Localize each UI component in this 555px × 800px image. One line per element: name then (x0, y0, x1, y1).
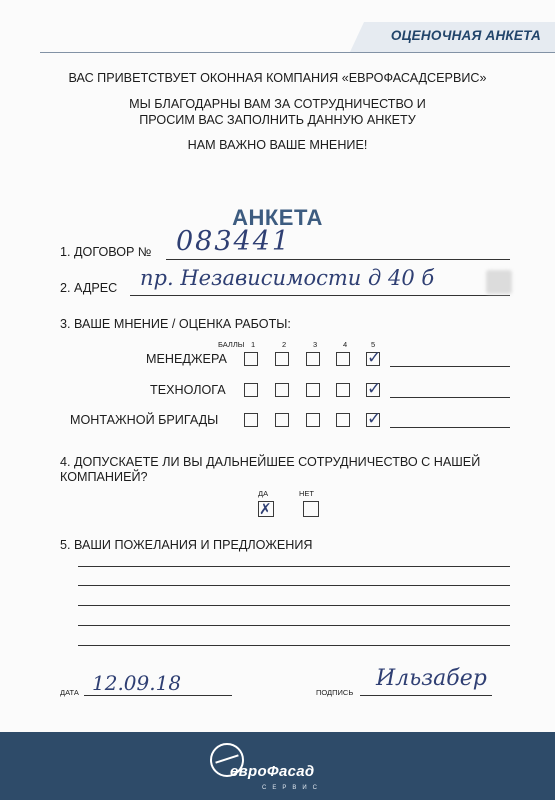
suggestions-line-5[interactable] (78, 645, 510, 646)
suggestions-line-2[interactable] (78, 585, 510, 586)
intro-thanks (0, 96, 555, 128)
intro-line-1: ВАС ПРИВЕТСТВУЕТ ОКОННАЯ КОМПАНИЯ «ЕВРОФАСАДСЕРВИС» (68, 71, 487, 85)
scale-1: 1 (251, 340, 256, 349)
technologist-score-4-checkbox[interactable] (336, 383, 350, 397)
signature-label: ПОДПИСЬ (316, 688, 354, 697)
yes-cross-icon: ✗ (259, 500, 272, 518)
rating-question: 3. ВАШЕ МНЕНИЕ / ОЦЕНКА РАБОТЫ: (60, 317, 291, 331)
manager-comment-line (390, 366, 510, 367)
intro-line-3: ПРОСИМ ВАС ЗАПОЛНИТЬ ДАННУЮ АНКЕТУ (139, 113, 416, 127)
crew-score-3-checkbox[interactable] (306, 413, 320, 427)
scale-5: 5 (371, 340, 376, 349)
form-title: АНКЕТА (232, 205, 323, 230)
crew-score-4-checkbox[interactable] (336, 413, 350, 427)
date-label: ДАТА (60, 688, 79, 697)
no-label: НЕТ (299, 489, 314, 498)
suggestions-line-3[interactable] (78, 605, 510, 606)
address-label: 2. АДРЕС (60, 281, 118, 295)
address-handwritten[interactable]: пр. Независимости д 40 б (140, 266, 435, 290)
date-line (84, 695, 232, 696)
address-field-line (130, 295, 510, 296)
technologist-score-2-checkbox[interactable] (275, 383, 289, 397)
signature-handwritten[interactable]: Ильзабер (376, 666, 487, 691)
intro-line-2: МЫ БЛАГОДАРНЫ ВАМ ЗА СОТРУДНИЧЕСТВО И (129, 97, 426, 111)
intro-greeting (0, 70, 555, 86)
scale-2: 2 (282, 340, 287, 349)
date-handwritten[interactable]: 12.09.18 (92, 671, 182, 695)
crew-score-1-checkbox[interactable] (244, 413, 258, 427)
signature-line (360, 695, 492, 696)
rating-row-manager-label: МЕНЕДЖЕРА (146, 352, 227, 366)
manager-score-2-checkbox[interactable] (275, 352, 289, 366)
header-rule (40, 52, 555, 53)
no-checkbox[interactable] (303, 501, 319, 517)
technologist-score-1-checkbox[interactable] (244, 383, 258, 397)
scale-4: 4 (343, 340, 348, 349)
rating-row-technologist-label: ТЕХНОЛОГА (150, 383, 226, 397)
scale-label: БАЛЛЫ (218, 340, 245, 349)
manager-score-3-checkbox[interactable] (306, 352, 320, 366)
suggestions-label: 5. ВАШИ ПОЖЕЛАНИЯ И ПРЕДЛОЖЕНИЯ (60, 538, 313, 552)
cooperation-question-line-2: КОМПАНИЕЙ? (60, 470, 148, 484)
manager-score-4-checkbox[interactable] (336, 352, 350, 366)
intro-opinion (0, 137, 555, 153)
suggestions-line-1[interactable] (78, 566, 510, 567)
manager-score-1-checkbox[interactable] (244, 352, 258, 366)
header-title: ОЦЕНОЧНАЯ АНКЕТА (390, 28, 541, 43)
yes-label: ДА (258, 489, 269, 498)
redacted-area (486, 270, 512, 294)
cooperation-question-line-1: 4. ДОПУСКАЕТЕ ЛИ ВЫ ДАЛЬНЕЙШЕЕ СОТРУДНИЧЕСТВО С НАШЕЙ (60, 455, 481, 469)
technologist-comment-line (390, 397, 510, 398)
rating-row-crew-label: МОНТАЖНОЙ БРИГАДЫ (70, 413, 219, 427)
technologist-score-3-checkbox[interactable] (306, 383, 320, 397)
technologist-checkmark-icon: ✓ (367, 379, 382, 399)
intro-line-4: НАМ ВАЖНО ВАШЕ МНЕНИЕ! (187, 138, 368, 152)
crew-score-2-checkbox[interactable] (275, 413, 289, 427)
footer-brand: евроФасад (230, 763, 315, 780)
suggestions-line-4[interactable] (78, 625, 510, 626)
crew-comment-line (390, 427, 510, 428)
contract-number-handwritten[interactable]: 083441 (176, 226, 292, 257)
footer-brand-sub: СЕРВИС (262, 785, 323, 791)
manager-checkmark-icon: ✓ (367, 348, 382, 368)
contract-label: 1. ДОГОВОР № (60, 245, 152, 259)
scale-3: 3 (313, 340, 318, 349)
crew-checkmark-icon: ✓ (367, 409, 382, 429)
contract-field-line (166, 259, 510, 260)
